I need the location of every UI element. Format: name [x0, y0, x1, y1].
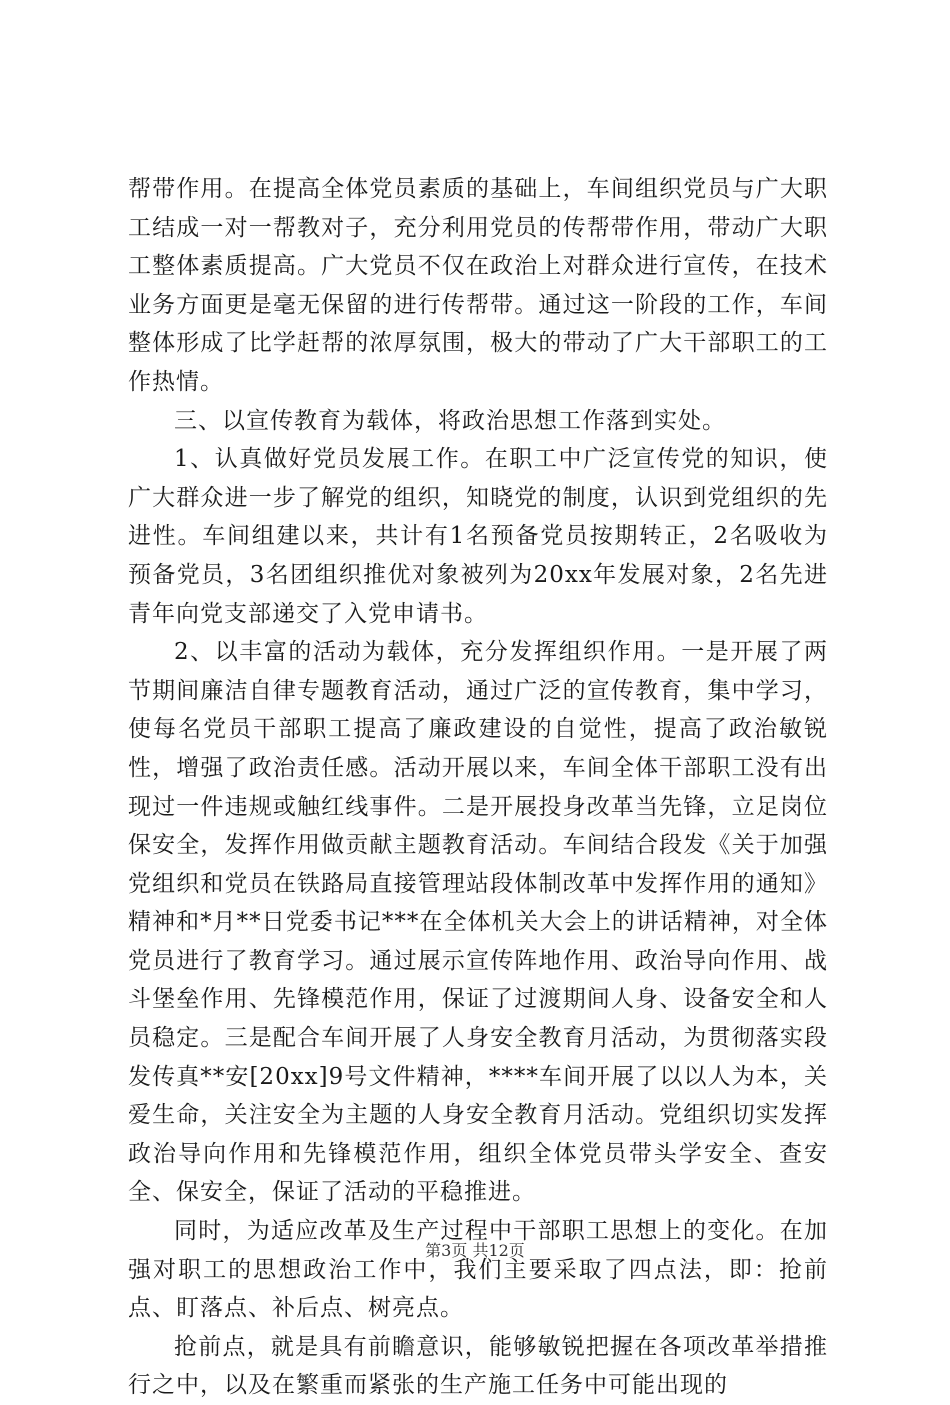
paragraph: 抢前点，就是具有前瞻意识，能够敏锐把握在各项改革举措推行之中，以及在繁重而紧张的生产施工任务中可能出现的	[128, 1333, 828, 1399]
paragraph: 帮带作用。在提高全体党员素质的基础上，车间组织党员与广大职工结成一对一帮教对子，充分利用党员的传帮带作用，带动广大职工整体素质提高。广大党员不仅在政治上对群众进行宣传，在技术业务方面更是毫无保留的进行传帮带。通过这一阶段的工作，车间整体形成了比学赶帮的浓厚氛围，极大的带动了广大干部职工的工作热情。	[128, 176, 828, 395]
paragraph: 1、认真做好党员发展工作。在职工中广泛宣传党的知识，使广大群众进一步了解党的组织，知晓党的制度，认识到党组织的先进性。车间组建以来，共计有1名预备党员按期转正，2名吸收为预备党员，3名团组织推优对象被列为20xx年发展对象，2名先进青年向党支部递交了入党申请书。	[128, 446, 828, 627]
document-body	[128, 170, 828, 1405]
section-heading: 三、以宣传教育为载体，将政治思想工作落到实处。	[174, 407, 726, 434]
page-number-footer: 第3页 共12页	[425, 1241, 525, 1260]
paragraph: 同时，为适应改革及生产过程中干部职工思想上的变化。在加强对职工的思想政治工作中，我们主要采取了四点法，即：抢前点、盯落点、补后点、树亮点。	[128, 1218, 828, 1322]
paragraph: 2、以丰富的活动为载体，充分发挥组织作用。一是开展了两节期间廉洁自律专题教育活动，通过广泛的宣传教育，集中学习，使每名党员干部职工提高了廉政建设的自觉性，提高了政治敏锐性，增强了政治责任感。活动开展以来，车间全体干部职工没有出现过一件违规或触红线事件。二是开展投身改革当先锋，立足岗位保安全，发挥作用做贡献主题教育活动。车间结合段发《关于加强党组织和党员在铁路局直接管理站段体制改革中发挥作用的通知》精神和*月**日党委书记***在全体机关大会上的讲话精神，对全体党员进行了教育学习。通过展示宣传阵地作用、政治导向作用、战斗堡垒作用、先锋模范作用，保证了过渡期间人身、设备安全和人员稳定。三是配合车间开展了人身安全教育月活动，为贯彻落实段发传真**安[20xx]9号文件精神，****车间开展了以以人为本，关爱生命，关注安全为主题的人身安全教育月活动。党组织切实发挥政治导向作用和先锋模范作用，组织全体党员带头学安全、查安全、保安全，保证了活动的平稳推进。	[128, 639, 828, 1206]
